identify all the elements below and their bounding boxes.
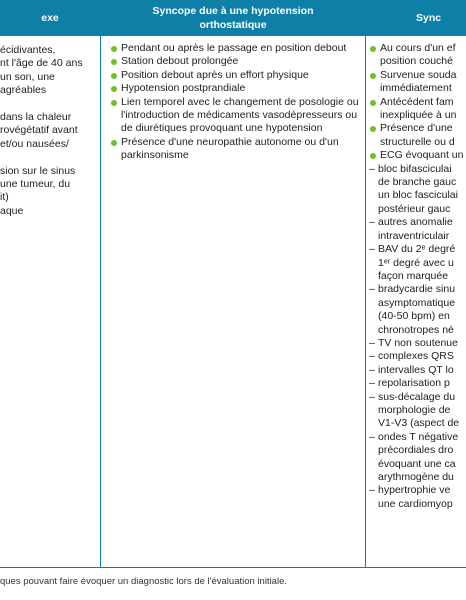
orthostatic-list (110, 42, 360, 163)
list-item: chronotropes né (378, 323, 454, 336)
list-item: écidivantes, (0, 44, 56, 56)
list-item: et/ou nausées/ (0, 137, 69, 150)
list-item: – ondes T négative (369, 431, 466, 444)
list-item: – sus-décalage du (369, 391, 466, 404)
list-item: – complexes QRS (369, 350, 466, 363)
column-divider (365, 0, 366, 568)
header-cell-col1: exe (41, 12, 59, 24)
list-item: Au cours d'un ef (369, 42, 466, 55)
list-item: asymptomatique (378, 296, 456, 309)
list-item: un bloc fasciculai (378, 189, 458, 202)
cardiac-bullet-list (369, 42, 466, 163)
column-reflex (0, 44, 98, 568)
list-item: rovégétatif avant (0, 124, 78, 137)
column-divider (100, 0, 101, 568)
list-item: (40-50 bpm) en (378, 310, 450, 323)
list-item: – TV non soutenue (369, 337, 466, 350)
list-item: arythmogène du (378, 471, 454, 483)
list-item: Présence d'une (369, 122, 466, 135)
list-item: – autres anomalie (369, 216, 466, 229)
list-item: inexpliquée à un (380, 109, 457, 122)
list-item: morphologie de (378, 403, 451, 416)
header-cell-col2: Syncope due à une hypotension orthostatique (152, 5, 314, 31)
list-item: sion sur le sinus (0, 164, 76, 177)
list-item: ECG évoquant un (369, 149, 466, 162)
list-item: – hypertrophie ve (369, 484, 466, 497)
column-cardiac (369, 42, 466, 568)
cardiac-dash-list (369, 163, 466, 512)
list-item: Antécédent fam (369, 96, 466, 109)
list-item: Présence d'une neuropathie autonome ou d'un parkinsonisme (110, 136, 360, 163)
list-item: – repolarisation p (369, 377, 466, 390)
list-item: it) (0, 191, 9, 204)
list-item (0, 151, 98, 164)
list-item: Lien temporel avec le changement de posologie ou l'introduction de médicaments vasodépresseurs ou de diurétiques provoquant une hypotension (110, 96, 360, 136)
list-item: postérieur gauc (378, 202, 451, 215)
list-item: – bradycardie sinu (369, 283, 466, 296)
list-item: une cardiomyop (378, 497, 453, 510)
list-item: évoquant une ca (378, 457, 456, 470)
list-item: position couché (380, 55, 453, 68)
list-item: 1ᵉʳ degré avec u (378, 256, 454, 269)
list-item: – intervalles QT lo (369, 364, 466, 377)
list-item: Hypotension postprandiale (110, 82, 360, 95)
list-item: Station debout prolongée (110, 55, 360, 68)
list-item: aque (0, 204, 24, 217)
list-item: nt l'âge de 40 ans (0, 57, 83, 70)
list-item (0, 98, 98, 111)
list-item: précordiales dro (378, 444, 454, 457)
list-item: une tumeur, du (0, 178, 71, 191)
list-item: immédiatement (380, 82, 452, 95)
list-item: Survenue souda (369, 69, 466, 82)
list-item: – BAV du 2ᵉ degré (369, 243, 466, 256)
column-orthostatic (110, 42, 360, 568)
table-header (0, 0, 466, 36)
list-item: Pendant ou après le passage en position debout (110, 42, 360, 55)
list-item: un son, une (0, 70, 55, 83)
header-cell-col3: Sync (416, 12, 442, 24)
list-item: façon marquée (378, 269, 449, 282)
list-item: agréables (0, 84, 47, 97)
list-item: – bloc bifasciculai (369, 163, 466, 176)
reflex-list (0, 44, 98, 218)
list-item: de branche gauc (378, 176, 457, 189)
table-footnote: ques pouvant faire évoquer un diagnostic lors de l'évaluation initiale. (0, 576, 287, 587)
list-item: Position debout après un effort physique (110, 69, 360, 82)
list-item: structurelle ou d (380, 135, 455, 148)
list-item: V1-V3 (aspect de (378, 417, 460, 430)
list-item: dans la chaleur (0, 111, 72, 124)
list-item: intraventriculair (378, 229, 450, 242)
